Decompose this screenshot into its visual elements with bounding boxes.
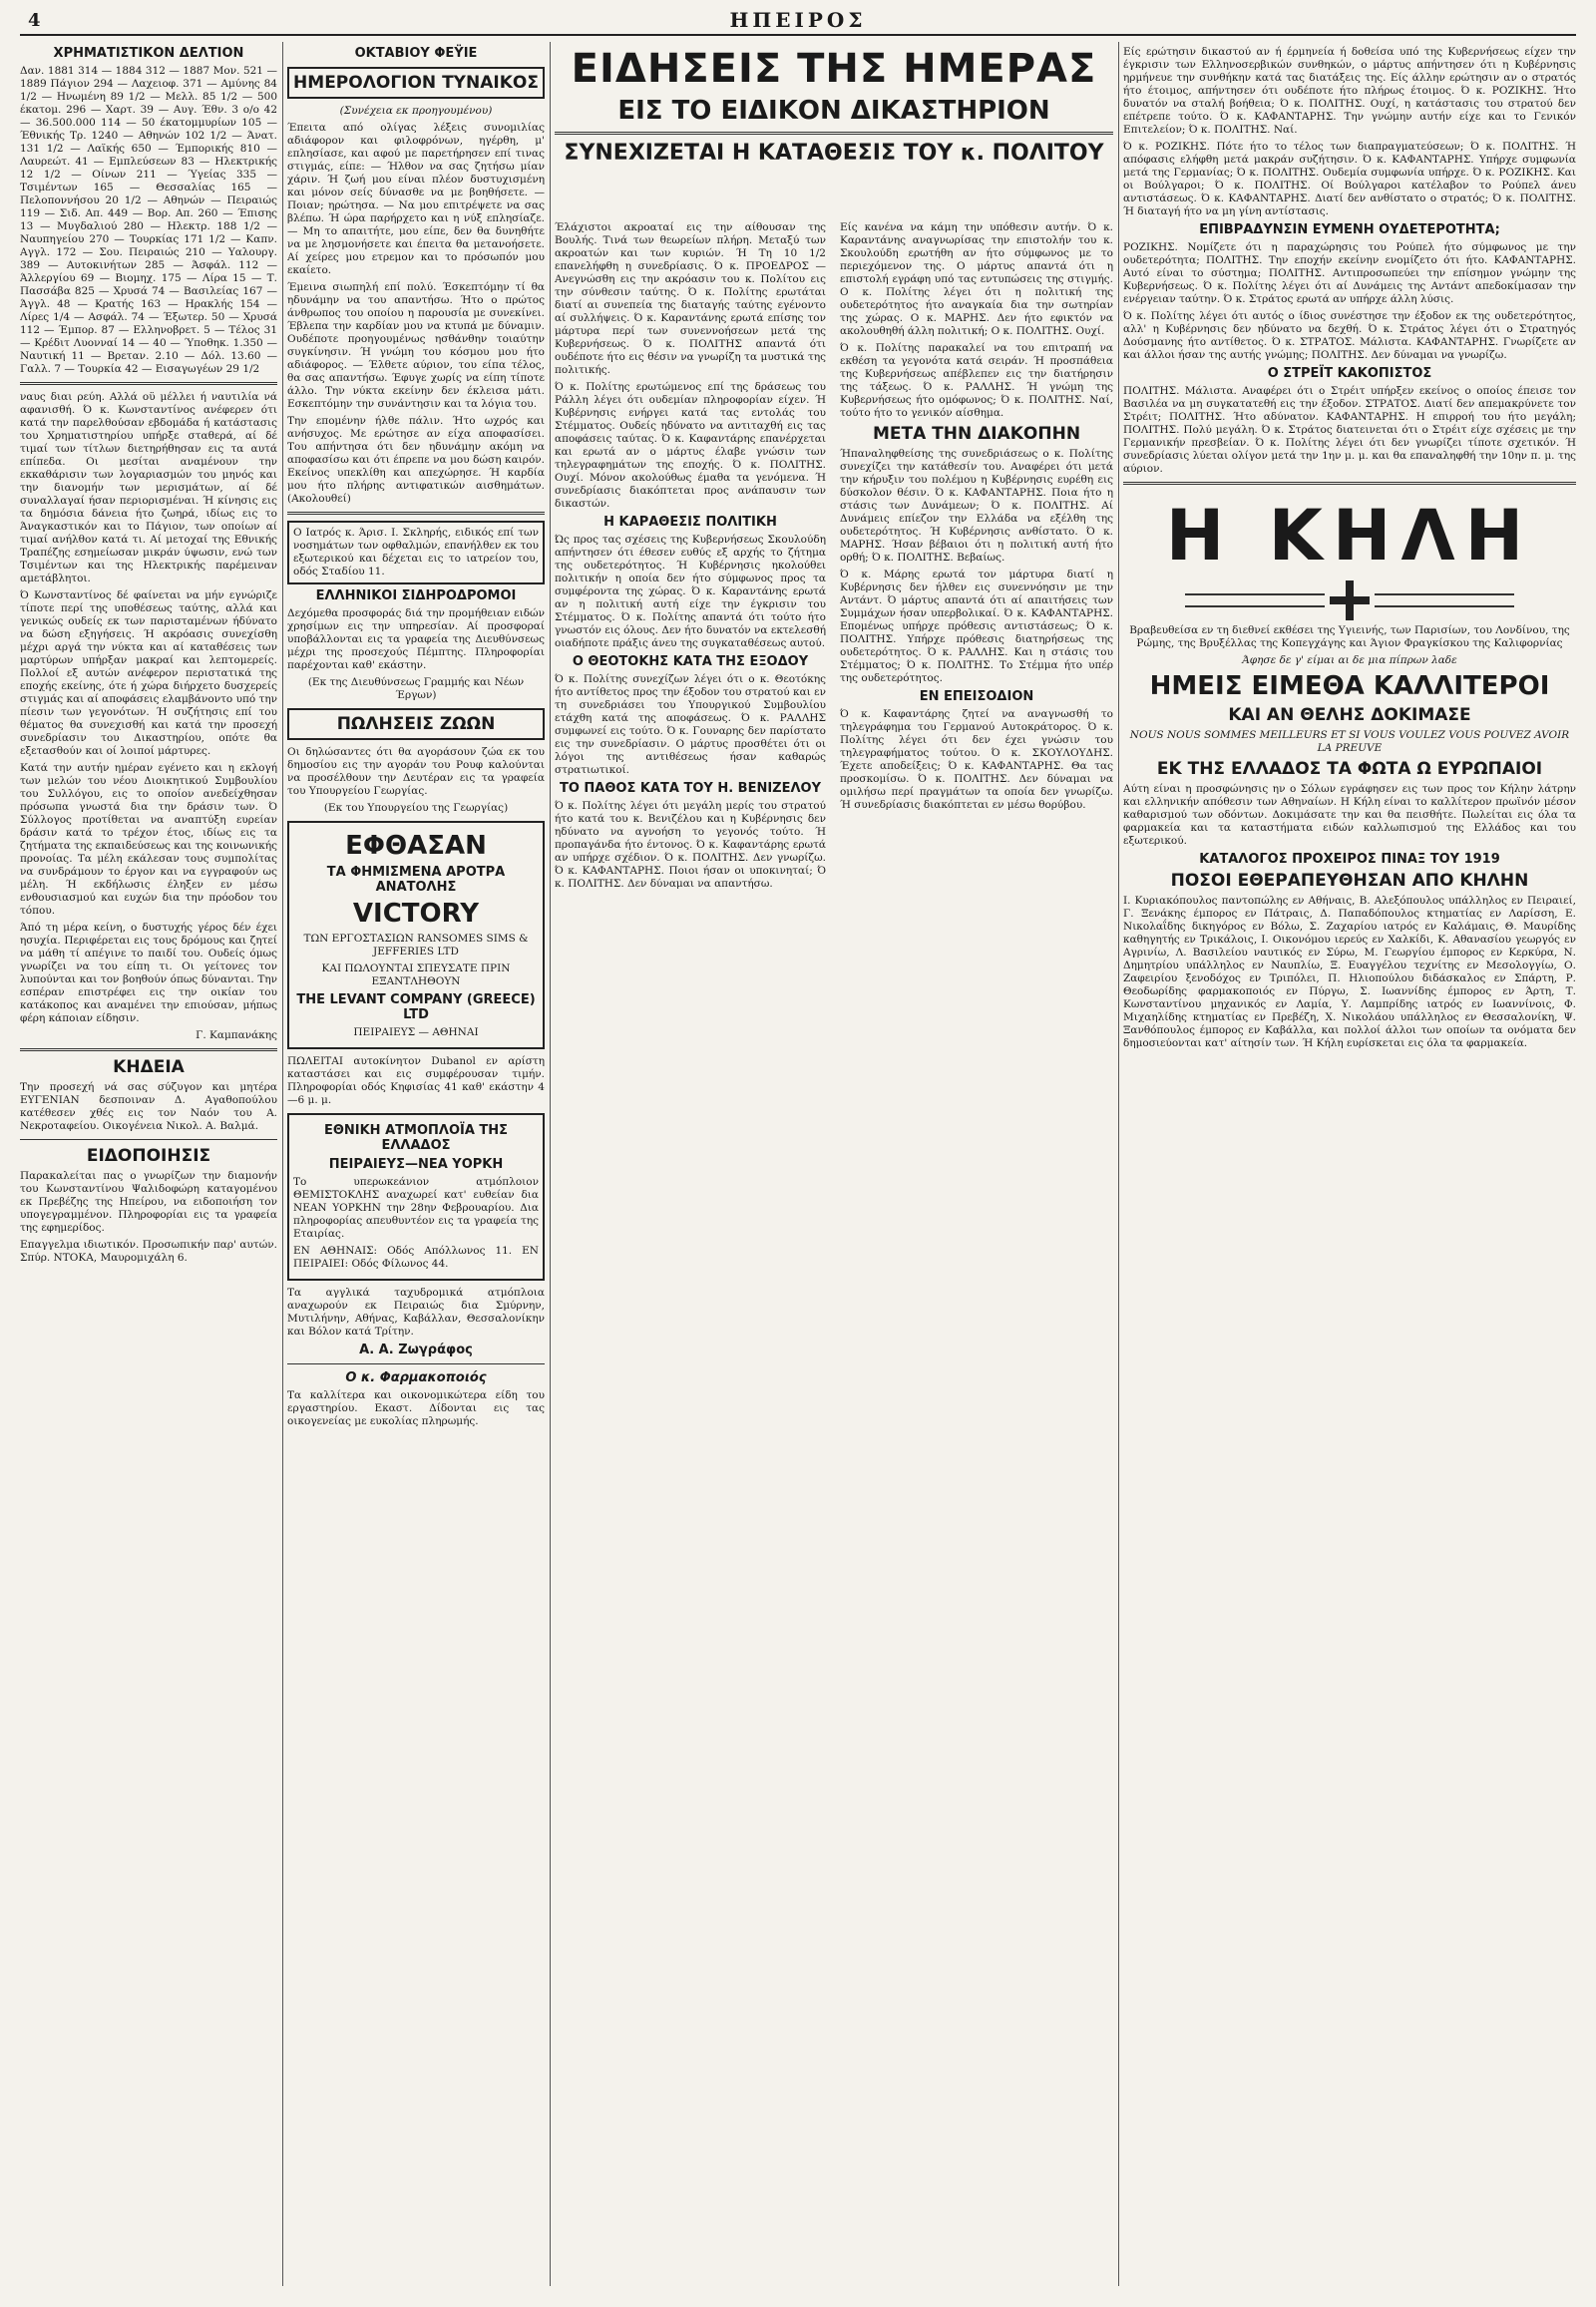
- newspaper-page: [20, 8, 1576, 2292]
- railway-ad-heading: ΕΛΛΗΝΙΚΟΙ ΣΙΔΗΡΟΔΡΟΜΟΙ: [315, 588, 517, 603]
- column-rule: [1118, 42, 1119, 2286]
- kili-ad-text: Αύτη είναι η προσφώνησις ην ο Σόλων εγράφησεν εις των προς τον Κήλην λάτρην και ελληνικήν απόθεσιν των Αθηναίων. Η Κήλη είναι το καλλίτερον πρωϊνόν μέσον καθαρισμού των οδόντων. Δοκιμάσατε την και θα πεισθήτε. Πωλείται εις όλα τα φαρμακεία και τα καταστήματα ειδών καλλωπισμού της Ελλάδος και του εξωτερικού.: [1123, 783, 1576, 847]
- divider: [287, 512, 545, 515]
- column-4: [1123, 42, 1576, 2286]
- serial-subheading: (Συνέχεια εκ προηγουμένου): [339, 105, 493, 117]
- article-text: ΠΟΛΙΤΗΣ. Μάλιστα. Αναφέρει ότι ο Στρέιτ υπήρξεν εκείνος ο οποίος έπεισε τον Βασιλέα να μη συγκατατεθή εις την έξοδον. ΣΤΡΑΤΟΣ. Διατί δεν απεμακρύνετε τον Στρέιτ; ΠΟΛΙΤΗΣ. Ήτο αδύνατον. ΚΑΦΑΝΤΑΡΗΣ. Η επιρροή του ήτο μεγάλη; ΠΟΛΙΤΗΣ. Πολύ μεγάλη. Ό κ. Στράτος διατεινεται ότι ο Στρέιτ είχε σχέσεις με την Γερμανικήν πρεσβείαν. Ό κ. Πολίτης λέγει ότι δεν γνωρίζει τίποτε σχετικόν. Ή συνεδρίασις λύεται ολίγον μετά την 1ην μ. μ. και θα επαναληφθή την 10ην π. μ. της αύριον.: [1123, 385, 1576, 475]
- newspaper-title: ΗΠΕΙΡΟΣ: [729, 8, 867, 32]
- kili-ad-tagline: Άφησε δε γ' είμαι αι δε μια πίπρων λαδε: [1242, 654, 1457, 666]
- doctor-ad: Ο Ιατρός κ. Άρισ. Ι. Σκληρής, ειδικός επί των νοσημάτων των οφθαλμών, επανήλθεν εκ του εξωτερικού και δέχεται εις το ιατρείον του, οδός Σταδίου 11.: [287, 521, 545, 584]
- kili-ad-awards: Βραβευθείσα εν τη διεθνεί εκθέσει της Υγιεινής, των Παρισίων, του Λονδίνου, της Ρώμης, της Βρυξέλλας της Κοπεγχάγης και Άγιον Φραγκίσκου της Καλιφορνίας: [1129, 624, 1570, 649]
- serial-text: Έπειτα από ολίγας λέξεις συνομιλίας αδιάφορον και φιλοφρόνων, ηγέρθη, μ' επλησίασε, και αφού με παρετήρησεν επί τινας στιγμάς, είπε: — Ήλθον να σας ζητήσω μίαν χάριν. Ή ζωή μου είναι πλέον δυστυχισμένη και μόνον σείς δύνασθε να με βοηθήσετε. — Ποιαν; ηρώτησα. — Να μου επιτρέψετε να σας βλέπω. Ή ώρα παρήρχετο και η νύξ επλησίαζε. — Μη το απαιτήτε, μου είπε, δεν θα δυνηθήτε να με λησμονήσετε και έπειτα θα μετανοήσετε. Αί χείρες μου ετρεμον και το πρόσωπόν μου εκαίετο.: [287, 122, 545, 276]
- plough-ad: [287, 821, 545, 1049]
- car-sale-ad: ΠΩΛΕΙΤΑΙ αυτοκίνητον Dubanol εν αρίστη καταστάσει και εις συμφέρουσαν τιμήν. Πληροφορίαι οδός Κηφισίας 41 καθ' εκάστην 4—6 μ. μ.: [287, 1055, 545, 1106]
- column-2: [287, 42, 545, 2286]
- railway-ad-text: Δεχόμεθα προσφοράς διά την προμήθειαν ειδών χρησίμων εις την υπηρεσίαν. Αί προσφοραί υποβάλλονται εις τα γραφεία της Διευθύνσεως μέχρι της προσεχούς Πέμπτης. Πληροφορίαι παρέχονται καθ' εκάστην.: [287, 607, 545, 671]
- author-signature: Γ. Καμπανάκης: [196, 1029, 277, 1041]
- main-headline: ΕΙΔΗΣΕΙΣ ΤΗΣ ΗΜΕΡΑΣ: [571, 46, 1097, 92]
- article-text: Ό κ. Πολίτης λέγει ότι μεγάλη μερίς του στρατού ήτο κατά του κ. Βενιζέλου και η Κυβέρνησις δεν ηδύνατο να αγνοήση το γεγονός τούτο. Ή προπαγάνδα ήτο έντονος. Ό κ. Καφαντάρης ερωτά αν υπήρχε σχέδιον. Ό κ. ΠΟΛΙΤΗΣ. Δεν γνωρίζω. Ό κ. ΚΑΦΑΝΤΑΡΗΣ. Ποιοι ήσαν οι υποκινηταί; Ό κ. ΠΟΛΙΤΗΣ. Δεν δύναμαι να απαντήσω.: [555, 800, 826, 890]
- plough-ad-subheading: ΤΑ ΦΗΜΙΣΜΕΝΑ ΑΡΟΤΡΑ ΑΝΑΤΟΛΗΣ: [326, 865, 506, 895]
- article-text: Ό κ. Πολίτης ερωτώμενος επί της δράσεως του Ράλλη λέγει ότι ουδεμίαν πληροφορίαν είχεν. Ή Κυβέρνησις ενήργει κατά τας εντολάς του Στέμματος. Ουδείς ηδύνατο να αντιταχθή εις τας αποφάσεις ταύτας. Ό κ. Καφαντάρης επανέρχεται και ερωτά αν ο μάρτυς έλαβε γνώσιν των τηλεγραφημάτων της εποχής. Ό κ. ΠΟΛΙΤΗΣ. Ουχί. Μόνον ακολούθως έμαθα τα γενόμενα. Ή συνεδρίασις διακόπτεται προς ανάπαυσιν των δικαστών.: [555, 381, 826, 510]
- notice-text: Παρακαλείται πας ο γνωρίζων την διαμονήν του Κωνσταντίνου Ψαλιδοφώρη καταγομένου εκ Πρεβέζης της Ηπείρου, να ειδοποιήση τον υπογεγραμμένον. Πληροφορίαι εις τα γραφεία της εφημερίδος.: [20, 1170, 277, 1234]
- kili-ad-subheadline: ΚΑΙ ΑΝ ΘΕΛΗΣ ΔΟΚΙΜΑΣΕ: [1228, 705, 1471, 725]
- divider: [287, 1363, 545, 1364]
- kili-ad-slogan: ΕΚ ΤΗΣ ΕΛΛΑΔΟΣ ΤΑ ΦΩΤΑ Ω ΕΥΡΩΠΑΙΟΙ: [1156, 759, 1543, 779]
- article-text: Έλάχιστοι ακροαταί εις την αίθουσαν της Βουλής. Τινά των θεωρείων πλήρη. Μεταξύ των ακροατών και των κυριών. Ή Τη 10 1/2 επανελήφθη η συνεδρίασις. Ό κ. ΠΡΟΕΔΡΟΣ — Ανεγνώσθη εις την ακρόασιν του κ. Πολίτου εις την σύνθεσιν ταύτης. Ό κ. Πολίτης ερωτάται διατί αι συνεπεία της διαταγής ταύτης εγένοντο αί συλλήψεις. Ό κ. Καραντάνης ερωτά επίσης τον μάρτυρα περί των συνεννοήσεων μετά της Κυβερνήσεως. Ό κ. ΠΟΛΙΤΗΣ απαντά ότι ουδέποτε ήτο εις θέσιν να γνωρίζη τα μυστικά της πολιτικής.: [555, 221, 826, 376]
- column-rule: [550, 42, 551, 2286]
- divider: [1123, 482, 1576, 485]
- section-heading: Ο ΘΕΟΤΟΚΗΣ ΚΑΤΑ ΤΗΣ ΕΞΟΔΟΥ: [572, 654, 809, 669]
- kili-logo: Η ΚΗΛΗ: [1165, 495, 1534, 577]
- plough-ad-cities: ΠΕΙΡΑΙΕΥΣ — ΑΘΗΝΑΙ: [353, 1026, 479, 1038]
- article-text: Ό κ. Πολίτης συνεχίζων λέγει ότι ο κ. Θεοτόκης ήτο αντίθετος προς την έξοδον του στρατού και εν τη συνεδριάσει του Υπουργικού Συμβουλίου ετάχθη κατά της αποφάσεως. Ό κ. ΡΑΛΛΗΣ συμφωνεί εις τούτο. Ό κ. Γουναρης δεν παρίστατο εις την συνεδρίασιν. Ο μάρτυς προσθέτει ότι οι λόγοι της αντιθέσεως ήσαν καθαρώς στρατιωτικοί.: [555, 673, 826, 776]
- serial-heading: ΗΜΕΡΟΛΟΓΙΟΝ ΤΥΝΑΙΚΟΣ: [287, 67, 545, 99]
- page-number: 4: [28, 10, 41, 31]
- article-text: Ό κ. Μάρης ερωτά τον μάρτυρα διατί η Κυβέρνησις δεν ήλθεν εις συνεννόησιν με την Αντάντ. Ό μάρτυς απαντά ότι αί απαιτήσεις των Συμμάχων ήσαν υπερβολικαί. Ό κ. ΚΑΦΑΝΤΑΡΗΣ. Επομένως υπήρχε πρόθεσις αντιστάσεως; Ό κ. ΠΟΛΙΤΗΣ. Υπήρχε πρόθεσις διατηρήσεως της ουδετερότητος. Ό κ. ΡΑΛΛΗΣ. Και η στάσις του Στέμματος; Ό κ. ΠΟΛΙΤΗΣ. Το Στέμμα ήτο υπέρ της ουδετερότητος.: [840, 569, 1113, 684]
- kili-ad-testimonials: Ι. Κυριακόπουλος παντοπώλης εν Αθήναις, Β. Αλεξόπουλος υπάλληλος εν Πειραιεί, Γ. Ξενάκης έμπορος εν Πάτραις, Δ. Παπαδόπουλος κτηματίας εν Λαρίσση, Ε. Νικολαΐδης δικηγόρος εν Βόλω, Σ. Ζαχαρίου ιατρός εν Καλάμαις, Θ. Μαυρίδης καθηγητής εν Τρικάλοις, Ι. Οικονόμου ιερεύς εν Χαλκίδι, Κ. Αθανασίου γεωργός εν Αγρινίω, Λ. Βασιλείου ναυτικός εν Σύρω, Μ. Γεωργίου έμπορος εν Κερκύρα, Ν. Δημητρίου υπάλληλος εν Ναυπλίω, Ξ. Ευαγγέλου τεχνίτης εν Μεσολογγίω, Ο. Ζαφειρίου ξενοδόχος εν Τριπόλει, Π. Ηλιοπούλου διδάσκαλος εν Σπάρτη, Ρ. Θεοδωρίδης φαρμακοποιός εν Πύργω, Σ. Ιωαννίδης έμπορος εν Άρτη, Τ. Κωνσταντίνου μηχανικός εν Λαμία, Υ. Λαμπρίδης ιατρός εν Ιωαννίνοις, Φ. Μιχαηλίδης κτηματίας εν Πρεβέζη, Χ. Νικολάου υπάλληλος εν Θεσσαλονίκη, Ψ. Ξανθόπουλος έμπορος εν Καβάλλα, και πολλοί άλλοι των οποίων τα ονόματα δεν δημοσιεύονται κατ' αίτησίν των. Ή Κήλη ευρίσκεται εις όλα τα φαρμακεία.: [1123, 895, 1576, 1049]
- section-heading: ΕΝ ΕΠΕΙΣΟΔΙΟΝ: [919, 689, 1034, 704]
- animal-sale-heading: ΠΩΛΗΣΕΙΣ ΖΩΩΝ: [287, 708, 545, 740]
- shipping-ad-address: ΕΝ ΑΘΗΝΑΙΣ: Οδός Απόλλωνος 11. ΕΝ ΠΕΙΡΑΙΕΙ: Οδός Φίλωνος 44.: [293, 1245, 539, 1270]
- masthead: [20, 8, 1576, 36]
- article-text: Ό κ. Πολίτης παρακαλεί να του επιτραπή να εκθέση τα γεγονότα κατά σειράν. Ή προσπάθεια της Κυβερνήσεως απέβλεπεν εις την διατήρησιν της τάξεως. Ό κ. ΡΑΛΛΗΣ. Ή γνώμη της Κυβερνήσεως ήτο ομόφωνος; Ό κ. ΠΟΛΙΤΗΣ. Ναί, τούτο ήτο το γενικόν αίσθημα.: [840, 342, 1113, 419]
- news-column-b: [840, 217, 1113, 2286]
- article-text: Ό κ. Πολίτης λέγει ότι αυτός ο ίδιος συνέστησε την έξοδον εκ της ουδετερότητος, αλλ' η Κυβέρνησις δεν ηδύνατο να δεχθή. Ό κ. Στράτος λέγει ότι ο Στρατηγός Δούσμανης ήτο αντίθετος. Ό κ. ΣΤΡΑΤΟΣ. Μάλιστα. ΚΑΦΑΝΤΑΡΗΣ. Γνωρίζετε αν και άλλοι ήσαν της αυτής γνώμης; ΠΟΛΙΤΗΣ. Δεν δύναμαι να γνωρίζω.: [1123, 310, 1576, 361]
- divider: [20, 382, 277, 385]
- article-text: Είς ερώτησιν δικαστού αν ή έρμηνεία ή δοθείσα υπό της Κυβερνήσεως είχεν την έγκρισιν των Ελληνοσερβικών συνθηκών, ο μάρτυς απήντησεν ότι η Κυβέρνησις ηρμήνευε την συνθήκην κατά τας διατάξεις της. Είς άλλην ερώτησιν αν ο στρατός ήτο έτοιμος, απήντησεν ότι ουδέποτε ήτο πλήρως έτοιμος. Ό κ. ΡΟΖΙΚΗΣ. Ήτο δυνατόν να σταλή βοήθεια; Ό κ. ΠΟΛΙΤΗΣ. Ουχί, η κατάστασις του στρατού δεν επέτρεπε τούτο. Ό κ. ΚΑΦΑΝΤΑΡΗΣ. Την γνώμην αυτήν είχε και το Γενικόν Επιτελείον; Ό κ. ΠΟΛΙΤΗΣ. Ναί.: [1123, 46, 1576, 136]
- kili-ad-headline: ΗΜΕΙΣ ΕΙΜΕΘΑ ΚΑΛΛΙΤΕΡΟΙ: [1149, 671, 1550, 701]
- section-heading: ΕΠΙΒΡΑΔΥΝΣΙΝ ΕΥΜΕΝΗ ΟΥΔΕΤΕΡΟΤΗΤΑ;: [1199, 222, 1500, 237]
- kili-ad-list-title: ΚΑΤΑΛΟΓΟΣ ΠΡΟΧΕΙΡΟΣ ΠΙΝΑΞ ΤΟΥ 1919: [1199, 852, 1500, 867]
- serial-text: Έμεινα σιωπηλή επί πολύ. Έσκεπτόμην τί θα ηδυνάμην να του απαντήσω. Ήτο ο πρώτος άνθρωπος του οποίου η παρουσία με συνεκίνει. Έβλεπα την καρδίαν μου να κτυπά με δύναμιν. Ουδέποτε προηγουμένως ησθάνθην τοιαύτην συγκίνησιν. Ή γνώμη του κόσμου μου ήτο αδιάφορος. — Έλθετε αύριον, του είπα τέλος, θα σας απαντήσω. Έφυγε χωρίς να είπη τίποτε άλλο. Την νύκτα εκείνην δεν έκλεισα μάτι. Εσκεπτόμην την συνάντησιν και τα λόγια του.: [287, 281, 545, 410]
- divider: [555, 132, 1113, 135]
- animal-sale-signature: (Εκ του Υπουργείου της Γεωργίας): [323, 802, 509, 814]
- plough-brand: VICTORY: [352, 899, 480, 929]
- section-heading: ΜΕΤΑ ΤΗΝ ΔΙΑΚΟΠΗΝ: [872, 424, 1081, 444]
- article-text: Ό κ. ΡΟΖΙΚΗΣ. Πότε ήτο το τέλος των διαπραγματεύσεων; Ό κ. ΠΟΛΙΤΗΣ. Ή απόφασις ελήφθη μετά μακράν συζήτησιν. Ό κ. ΚΑΦΑΝΤΑΡΗΣ. Υπήρχε συμφωνία μετά της Γερμανίας; Ό κ. ΠΟΛΙΤΗΣ. Ουδεμία συμφωνία υπήρχε. Ό κ. ΡΟΖΙΚΗΣ. Και οι Βούλγαροι; Ό κ. ΠΟΛΙΤΗΣ. Οί Βούλγαροι κατέλαβον το Ρούπελ άνευ αντιστάσεως. Ό κ. ΚΑΦΑΝΤΑΡΗΣ. Διατί δεν ανθίστατο ο στρατός; Ό κ. ΠΟΛΙΤΗΣ. Ή διαταγή ήτο να μη γίνη αντίστασις.: [1123, 141, 1576, 217]
- steamer-ad: Τα αγγλικά ταχυδρομικά ατμόπλοια αναχωρούν εκ Πειραιώς δια Σμύρνην, Μυτιλήνην, Αθήνας, Καβάλλαν, Θεσσαλονίκην και Βόλον κατά Τρίτην.: [287, 1287, 545, 1338]
- medal-cross-icon: [1330, 580, 1370, 620]
- column-rule: [282, 42, 283, 2286]
- market-text: Δαν. 1881 314 — 1884 312 — 1887 Μον. 521 — 1889 Πάγιον 294 — Λαχειοφ. 371 — Αμύνης 84 1/2 — Ηνωμένη 89 1/2 — Μελλ. 85 1/2 — 500 έκατομ. 296 — Χαρτ. 39 — Αυγ. Έθν. 3 ο/ο 42 — 36.500.000 114 — 50 έκατομμυρίων 105 — Έθνικής Τρ. 1240 — Αθηνών 102 1/2 — Άνατ. 131 1/2 — Λαϊκής 650 — Έμπορικής 810 — Λαυρεώτ. 41 — Εμπλεύσεων 83 — Ηλεκτρικής 12 1/2 — Οίνων 211 — Ύγείας 335 — Τσιμέντων 165 — Θεσσαλίας 165 — Πελοποννήσου 20 1/2 — Αθηνών — Πειραιώς 119 — Σιδ. Απ. 449 — Βορ. Απ. 260 — Έπισης 13 — Μυγδαλιού 280 — Ηλεκτρ. 188 1/2 — Ναυπηγείου 270 — Τουρκίας 171 1/2 — Καπν. Αγγλ. 172 — Σου. Πειραιώς 210 — Υαλουργ. 389 — Αυτοκινήτων 285 — Άσφάλ. 112 — Άλλεργίου 69 — Βιομηχ. 175 — Λίρα 15 — Τ. Πασσάβα 825 — Χρυσά 74 — Βασιλείας 167 — Άγγλ. 48 — Κρατής 163 — Ηρακλής 154 — Λίρες 1/4 — Ασφάλ. 74 — Έξωτερ. 50 — Χρυσά 112 — Έμπορ. 87 — Ελληνοβρετ. 5 — Τέλος 31 — Κρέδιτ Λυονναί 14 — 40 — Ύποθηκ. 1.350 — Ναυτική 11 — Βρεταν. 2.10 — Δόλ. 13.60 — Γαλλ. 7 — Τουρκία 42 — Εισαγωγέων 29 1/2: [20, 65, 277, 375]
- shipping-ad-text: Το υπερωκεάνιον ατμόπλοιον ΘΕΜΙΣΤΟΚΛΗΣ αναχωρεί κατ' ευθείαν δια ΝΕΑΝ ΥΟΡΚΗΝ την 28ην Φεβρουαρίου. Δια πληροφορίας απευθυντέον εις τα γραφεία της Εταιρίας.: [293, 1176, 539, 1240]
- shipping-ad-heading: ΕΘΝΙΚΗ ΑΤΜΟΠΛΟΪΑ ΤΗΣ ΕΛΛΑΔΟΣ: [323, 1123, 509, 1153]
- article-text: Ήπαναληφθείσης της συνεδριάσεως ο κ. Πολίτης συνεχίζει την κατάθεσίν του. Αναφέρει ότι μετά την κήρυξιν του πολέμου η Κυβέρνησις ευρέθη εις δύσκολον θέσιν. Ό κ. ΚΑΦΑΝΤΑΡΗΣ. Ποια ήτο η στάσις των Δυνάμεων; Ό κ. ΠΟΛΙΤΗΣ. Αί Δυνάμεις επίεζον την Ελλάδα να εξέλθη της ουδετερότητος. Ή Κυβέρνησις ανθίστατο. Ό κ. ΜΑΡΗΣ. Ήσαν βέβαιοι ότι η πολιτική αυτή ήτο ορθή; Ό κ. ΠΟΛΙΤΗΣ. Βεβαίως.: [840, 448, 1113, 564]
- kili-ad-list-heading: ΠΟΣΟΙ ΕΘΕΡΑΠΕΥΘΗΣΑΝ ΑΠΟ ΚΗΛΗΝ: [1170, 871, 1529, 891]
- divider: [20, 1139, 277, 1140]
- ornament-icon: [1375, 593, 1514, 607]
- pharmacy-ad-text: Τα καλλίτερα και οικονομικώτερα είδη του εργαστηρίου. Εκαστ. Δίδονται εις τας οικογενείας με ευκολίας πληρωμής.: [287, 1389, 545, 1427]
- article-text: Ώς προς τας σχέσεις της Κυβερνήσεως Σκουλούδη απήντησεν ότι έθεσεν ευθύς εξ αρχής το ζήτημα της ουδετερότητος. Ή Κυβέρνησις ηκολούθει πολιτικήν η οποία δεν ήτο σύμφωνος προς τα συμφέροντα της χώρας. Ό κ. Καραντάνης ερωτά αν η πολιτική αυτή είχε την έγκρισιν του Στέμματος. Ό κ. Πολίτης απαντά ότι τούτο ήτο γνωστόν εις όλους. Δεν ήτο δυνατόν να εκτελεσθή οιαδήποτε πράξις άνευ της συγκαταθέσεως αυτού.: [555, 534, 826, 649]
- market-heading: ΧΡΗΜΑΤΙΣΤΙΚΟΝ ΔΕΛΤΙΟΝ: [53, 46, 244, 61]
- steamer-ad-signature: Α. Α. Ζωγράφος: [359, 1343, 473, 1357]
- medal-row: [1123, 580, 1576, 620]
- plough-ad-text: ΤΩΝ ΕΡΓΟΣΤΑΣΙΩΝ RANSOMES SIMS & JEFFERIES LTD: [303, 933, 529, 958]
- kili-ad-french: NOUS NOUS SOMMES MEILLEURS ET SI VOUS VOULEZ VOUS POUVEZ AVOIR LA PREUVE: [1129, 729, 1570, 754]
- animal-sale-text: Οι δηλώσαντες ότι θα αγοράσουν ζώα εκ του δημοσίου εις την αγοράν του Ρουφ καλούνται να προσέλθουν την Δευτέραν εις τα γραφεία του Υπουργείου Γεωργίας.: [287, 746, 545, 797]
- obituary-text: Την προσεχή νά σας σύζυγον και μητέρα ΕΥΓΕΝΙΑΝ δεσποιναν Δ. Αγαθοπούλου κατέθεσεν χθές εις τον Ναόν του Α. Νεκροταφείου. Οικογένεια Νικολ. Α. Βαλμά.: [20, 1081, 277, 1132]
- article-text: Άπό τη μέρα κείνη, ο δυστυχής γέρος δέν έχει ησυχία. Περιφέρεται εις τους δρόμους και ζητεί να μάθη τί απέγινε το παιδί του. Ουδείς όμως γνωρίζει να του είπη τι. Οι γείτονες τον λυπούνται και τον βοηθούν όπως δύνανται. Την εσπέραν επιστρέφει εις την οικίαν του κατάκοπος και αναμένει την επιούσαν, μήπως φέρη κάποιαν είδησιν.: [20, 922, 277, 1024]
- article-headline: ΣΥΝΕΧΙΖΕΤΑΙ Η ΚΑΤΑΘΕΣΙΣ ΤΟΥ κ. ΠΟΛΙΤΟΥ: [564, 141, 1104, 166]
- pharmacy-ad-heading: Ο κ. Φαρμακοποιός: [345, 1370, 487, 1385]
- plough-ad-sale: ΚΑΙ ΠΩΛΟΥΝΤΑΙ ΣΠΕΥΣΑΤΕ ΠΡΙΝ ΕΞΑΝΤΛΗΘΟΥΝ: [321, 962, 511, 987]
- notice-heading: ΕΙΔΟΠΟΙΗΣΙΣ: [86, 1146, 211, 1166]
- article-text: ΡΟΖΙΚΗΣ. Νομίζετε ότι η παραχώρησις του Ρούπελ ήτο σύμφωνος με την ουδετερότητα; ΠΟΛΙΤΗΣ. Την εποχήν εκείνην ενομίζετο ότι ήτο. ΚΑΦΑΝΤΑΡΗΣ. Αυτό είναι το σύστημα; ΠΟΛΙΤΗΣ. Αντιπροσωπεύει την επίσημον γνώμην της Κυβερνήσεως. Ό κ. Πολίτης λέγει ότι αί Δυνάμεις της Αντάντ απεδοκίμασαν την ενέργειαν ταύτην. Ό κ. Στράτος ερωτά αν υπήρχε άλλη λύσις.: [1123, 241, 1576, 305]
- news-header: [555, 42, 1113, 217]
- serial-author: ΟΚΤΑΒΙΟΥ ΦΕΫΙΕ: [354, 46, 478, 61]
- article-text: Κατά την αυτήν ημέραν εγένετο και η εκλογή των μελών του νέου Διοικητικού Συμβουλίου του Συλλόγου, εις το οποίον ανεδείχθησαν πρόσωπα γνωστά δια την δράσιν των. Ό Σύλλογος προτίθεται να αναπτύξη ευρείαν δράσιν κατά το τρέχον έτος, ιδίως εις τα ζητήματα της εκπαιδεύσεως και της κοινωνικής προνοίας. Τα μέλη εκάλεσαν τους συμπολίτας να συνδράμουν το έργον και να εγγραφούν ως μέλη. Ή εκδήλωσις έληξεν εν μέσω ενθουσιασμού και ευχών δια την πρόοδον του τόπου.: [20, 762, 277, 917]
- section-heading: Ο ΣΤΡΕΪΤ ΚΑΚΟΠΙΣΤΟΣ: [1267, 366, 1432, 381]
- article-text: Είς κανένα να κάμη την υπόθεσιν αυτήν. Ό κ. Καραντάνης αναγνωρίσας την επιστολήν του κ. Σκουλούδη ερωτήθη αν ήτο σύμφωνος με το περιεχόμενον της. Ο μάρτυς απαντά ότι η επιστολή εγράφη υπό τας εντυπώσεις της στιγμής. Ο κ. Πολίτης λέγει ότι η πολιτική της ουδετερότητος ήτο αναγκαία δια την σωτηρίαν της χώρας. Ο κ. ΜΑΡΗΣ. Δεν ήτο εφικτόν να ακολουθηθή άλλη πολιτική; Ο κ. ΠΟΛΙΤΗΣ. Ουχί.: [840, 221, 1113, 337]
- section-heading: ΤΟ ΠΑΘΟΣ ΚΑΤΑ ΤΟΥ Η. ΒΕΝΙΖΕΛΟΥ: [559, 781, 822, 796]
- notice-signature: Επαγγελμα ιδιωτικόν. Προσωπικήν παρ' αυτών. Σπύρ. ΝΤΟΚΑ, Μαυρομιχάλη 6.: [20, 1239, 277, 1264]
- plough-ad-company: THE LEVANT COMPANY (GREECE) LTD: [296, 992, 536, 1022]
- news-column-a: [555, 217, 826, 2286]
- article-text: Ό κ. Καφαντάρης ζητεί να αναγνωσθή το τηλεγράφημα του Γερμανού Αυτοκράτορος. Ό κ. Πολίτης λέγει ότι δεν έχει γνώσιν του τηλεγραφήματος τούτου. Ό κ. ΣΚΟΥΛΟΥΔΗΣ. Έχετε αποδείξεις; Ό κ. ΚΑΦΑΝΤΑΡΗΣ. Θα τας προσκομίσω. Ό κ. ΠΟΛΙΤΗΣ. Δεν δύναμαι να ομιλήσω περί πραγμάτων τα οποία δεν γνωρίζω. Ή συνεδρίασις διακόπτεται εν μέσω θορύβου.: [840, 708, 1113, 811]
- plough-ad-heading: ΕΦΘΑΣΑΝ: [345, 831, 487, 861]
- section-heading: Η ΚΑΡΑΘΕΣΙΣ ΠΟΛΙΤΙΚΗ: [603, 515, 777, 530]
- main-subheadline: ΕΙΣ ΤΟ ΕΙΔΙΚΟΝ ΔΙΚΑΣΤΗΡΙΟΝ: [617, 96, 1050, 126]
- article-text: ναυς διαι ρεύη. Αλλά οϋ μέλλει ή ναυτιλία νά αφανισθή. Ό κ. Κωνσταντίνος ανέφερεν ότι κατά την παρελθούσαν εβδομάδα ή κατάστασις του Χρηματιστηρίου υπήρξε σταθερά, αί δέ τιμαί των τίτλων διετηρήθησαν εις τα αυτά επίπεδα. Οι μεσίται αναμένουν την εκκαθάρισιν των λογαριασμών του μηνός και την διανομήν των μερισμάτων, αί δέ συναλλαγαί ήσαν περιορισμέναι. Ή κίνησις εις τα δημόσια δάνεια ήτο ζωηρά, ιδίως εις το Άναγκαστικόν και το Πάγιον, των οποίων αί τιμαί ανήλθον κατά τι. Αί μετοχαί της Εθνικής Τραπέζης εσημείωσαν μικράν ύψωσιν, ενώ των Τσιμέντων και της Ηλεκτρικής παρέμειναν αμετάβλητοι.: [20, 391, 277, 584]
- divider: [20, 1048, 277, 1051]
- column-1: [20, 42, 277, 2286]
- obituary-heading: ΚΗΔΕΙΑ: [113, 1057, 185, 1077]
- railway-ad-signature: (Εκ της Διευθύνσεως Γραμμής και Νέων Έργων): [307, 676, 525, 701]
- article-text: Ό Κωνσταντίνος δέ φαίνεται να μήν εγνώριζε τίποτε περί της υποθέσεως ταύτης, αλλά και γενικώς ουδείς εκ των παρισταμένων ήδύνατο να δώση εξηγήσεις. Ή ακρόασις συνεχίσθη μέχρι αργά την νύκτα και αί καταθέσεις των μαρτύρων υπήρξαν μακραί και λεπτομερείς. Πολλοί εξ αυτών ανέφερον περιστατικά της εποχής εκείνης, ότε ή χώρα διήρχετο δυσχερείς στιγμάς και αί αποφάσεις ελαμβάνοντο υπό την πίεσιν των γεγονότων. Ή συζήτησις επί του θέματος θα συνεχισθή και κατά την προσεχή συνεδρίασιν του Δικαστηρίου, οπότε θα εξετασθούν και οί λοιποί μάρτυρες.: [20, 589, 277, 757]
- ornament-icon: [1185, 593, 1325, 607]
- serial-text: Την επομένην ήλθε πάλιν. Ήτο ωχρός και ανήσυχος. Με ερώτησε αν είχα αποφασίσει. Του απήντησα ότι δεν ηδυνάμην ακόμη να αποφασίσω και ότι έπρεπε να μου δώση καιρόν. Εκείνος υπεκλίθη και απεχώρησε. Ή καρδία μου ήτο πλήρης αντιφατικών αισθημάτων. (Ακολουθεί): [287, 415, 545, 505]
- shipping-ad-route: ΠΕΙΡΑΙΕΥΣ—ΝΕΑ ΥΟΡΚΗ: [328, 1157, 504, 1172]
- shipping-ad: [287, 1113, 545, 1281]
